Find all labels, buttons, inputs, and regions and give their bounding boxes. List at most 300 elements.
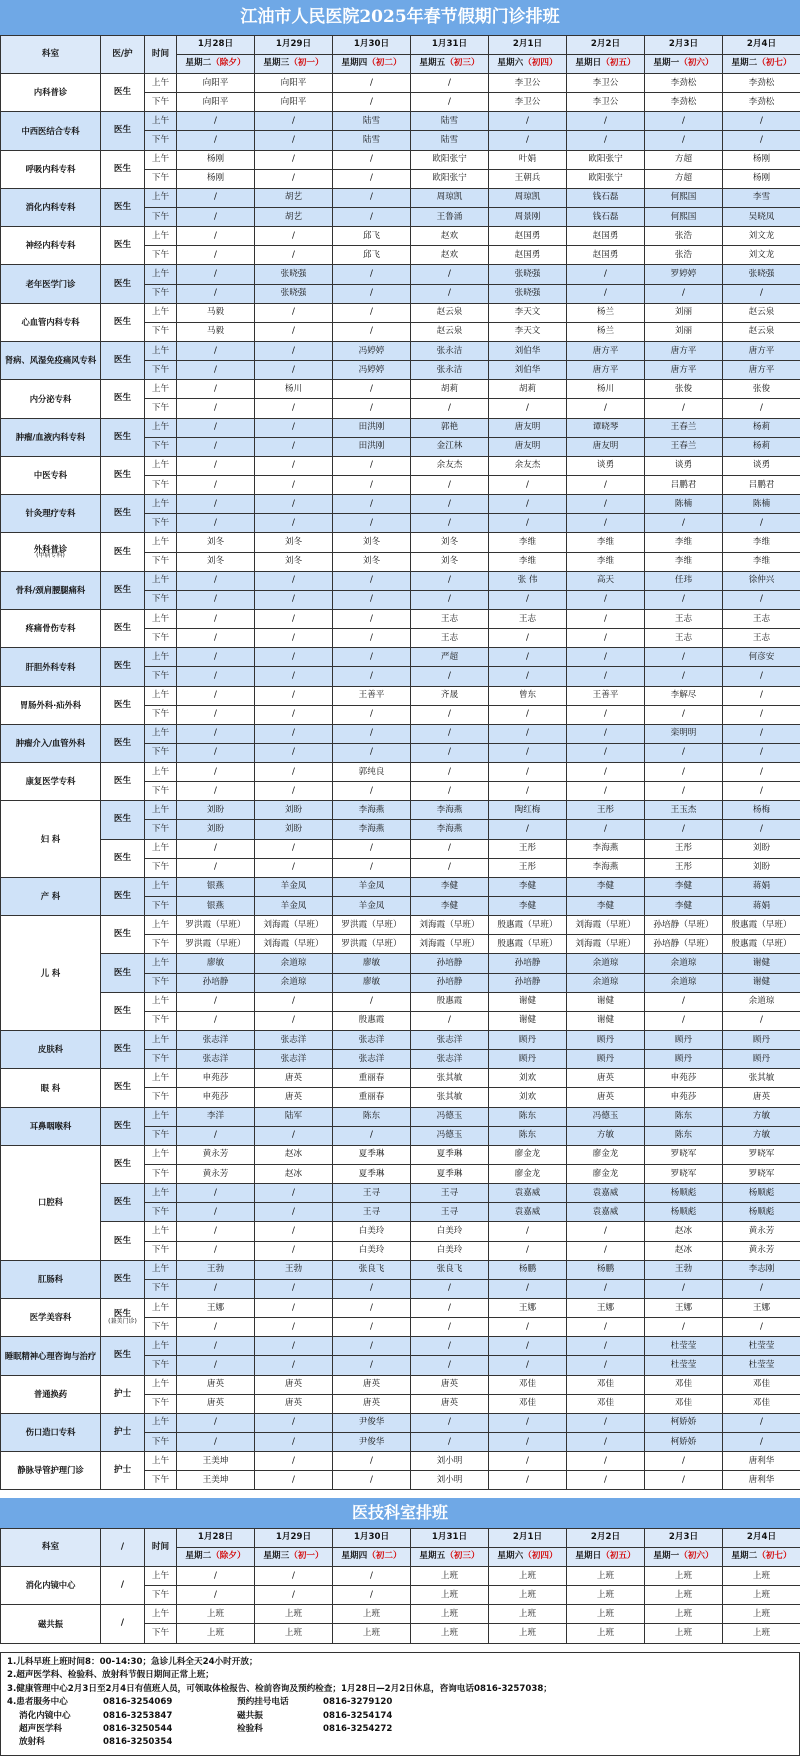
schedule-cell: 何彦安: [723, 648, 800, 667]
department-label: 医学美容科: [29, 1312, 72, 1323]
am-slot: 上午: [145, 303, 177, 322]
department-name: [1, 74, 101, 112]
schedule-cell: 重丽春: [333, 1088, 411, 1107]
department-name: [1, 686, 101, 724]
schedule-cell: 王志: [723, 609, 800, 628]
schedule-cell: 孙培静: [489, 954, 567, 973]
schedule-cell: /: [567, 399, 645, 418]
department-name: [1, 188, 101, 226]
tech-role: /: [101, 1605, 145, 1643]
department-name: [1, 495, 101, 533]
schedule-cell: 金江林: [411, 437, 489, 456]
weekday-label: 星期二: [731, 1551, 758, 1562]
schedule-cell: 刘文龙: [723, 246, 800, 265]
department-label: 妇 科: [40, 833, 61, 844]
staff-role: [101, 418, 145, 456]
schedule-cell: 李健: [411, 877, 489, 896]
schedule-cell: 夏季琳: [411, 1145, 489, 1164]
schedule-cell: /: [177, 284, 255, 303]
schedule-cell: 陈东: [645, 1107, 723, 1126]
pm-slot: 下午: [145, 1203, 177, 1222]
schedule-cell: 齐晟: [411, 686, 489, 705]
schedule-cell: /: [567, 1413, 645, 1432]
schedule-cell: 王勃: [255, 1260, 333, 1279]
schedule-cell: 袁嘉威: [489, 1203, 567, 1222]
staff-role: [101, 1452, 145, 1490]
weekday-label: 星期六: [497, 1551, 524, 1562]
schedule-cell: /: [177, 1413, 255, 1432]
header-date: 2月2日: [567, 1529, 645, 1548]
schedule-row: [1, 1222, 800, 1241]
schedule-cell: 申苑莎: [177, 1069, 255, 1088]
schedule-cell: /: [489, 131, 567, 150]
schedule-cell: 张其敏: [411, 1088, 489, 1107]
holiday-label: （初三）: [445, 58, 480, 69]
schedule-cell: /: [567, 705, 645, 724]
schedule-cell: /: [489, 1471, 567, 1490]
header-date: 2月1日: [489, 1529, 567, 1548]
schedule-cell: 唐方平: [723, 341, 800, 360]
note-text: 4.患者服务中心: [7, 1697, 68, 1708]
department-name: [1, 1145, 101, 1260]
schedule-cell: /: [255, 590, 333, 609]
pm-slot: 下午: [145, 399, 177, 418]
schedule-cell: /: [489, 782, 567, 801]
pm-slot: 下午: [145, 475, 177, 494]
schedule-cell: /: [567, 1279, 645, 1298]
header-weekday: [645, 55, 723, 74]
schedule-cell: 赵云泉: [411, 322, 489, 341]
schedule-cell: /: [177, 1432, 255, 1451]
schedule-cell: 马毅: [177, 303, 255, 322]
pm-slot: 下午: [145, 667, 177, 686]
department-name: [1, 418, 101, 456]
schedule-cell: 殷惠霞（早班）: [489, 935, 567, 954]
schedule-cell: 刘盼: [177, 820, 255, 839]
am-slot: 上午: [145, 877, 177, 896]
schedule-cell: /: [255, 724, 333, 743]
schedule-cell: /: [489, 820, 567, 839]
schedule-cell: /: [489, 514, 567, 533]
staff-role: [101, 1222, 145, 1260]
schedule-cell: /: [177, 1318, 255, 1337]
schedule-cell: /: [255, 1471, 333, 1490]
pm-slot: 下午: [145, 1088, 177, 1107]
schedule-cell: 何熙国: [645, 207, 723, 226]
schedule-cell: /: [645, 1452, 723, 1471]
schedule-row: [1, 954, 800, 973]
schedule-cell: 李卫公: [567, 74, 645, 93]
department-name: [1, 724, 101, 762]
schedule-cell: /: [489, 763, 567, 782]
schedule-cell: 李维: [645, 533, 723, 552]
schedule-cell: 周景刚: [489, 207, 567, 226]
department-name: [1, 1031, 101, 1069]
schedule-cell: 赵冰: [645, 1222, 723, 1241]
schedule-cell: /: [489, 1413, 567, 1432]
schedule-cell: /: [489, 1452, 567, 1471]
schedule-cell: 向阳平: [255, 74, 333, 93]
schedule-cell: 余道琼: [645, 954, 723, 973]
department-name: [1, 1413, 101, 1451]
schedule-cell: /: [177, 380, 255, 399]
schedule-cell: 唐英: [567, 1069, 645, 1088]
department-label: 眼 科: [40, 1082, 61, 1093]
schedule-cell: 王娜: [645, 1299, 723, 1318]
schedule-cell: 杨刚: [177, 150, 255, 169]
tech-row: [1, 1605, 800, 1624]
department-name: [1, 303, 101, 341]
staff-role: [101, 686, 145, 724]
schedule-cell: /: [489, 112, 567, 131]
schedule-cell: 刘海霞（早班）: [567, 916, 645, 935]
schedule-cell: /: [411, 284, 489, 303]
schedule-cell: 孙培静（早班）: [645, 935, 723, 954]
schedule-cell: /: [567, 609, 645, 628]
schedule-cell: /: [411, 667, 489, 686]
schedule-cell: 钱石磊: [567, 207, 645, 226]
pm-slot: 下午: [145, 1471, 177, 1490]
schedule-cell: 王娜: [723, 1299, 800, 1318]
schedule-cell: /: [411, 743, 489, 762]
schedule-cell: 申苑莎: [645, 1088, 723, 1107]
staff-role: [101, 763, 145, 801]
schedule-cell: 唐英: [255, 1375, 333, 1394]
schedule-cell: 李健: [411, 897, 489, 916]
schedule-cell: 李劲松: [645, 93, 723, 112]
tech-cell: /: [177, 1567, 255, 1586]
pm-slot: 下午: [145, 820, 177, 839]
schedule-cell: 李海燕: [333, 801, 411, 820]
schedule-cell: 李卫公: [489, 93, 567, 112]
schedule-cell: /: [411, 590, 489, 609]
schedule-cell: 李雪: [723, 188, 800, 207]
schedule-cell: 罗晓军: [723, 1145, 800, 1164]
schedule-cell: /: [567, 475, 645, 494]
am-slot: 上午: [145, 1260, 177, 1279]
schedule-row: [1, 112, 800, 131]
schedule-cell: 唐英: [333, 1375, 411, 1394]
schedule-row: [1, 1069, 800, 1088]
schedule-cell: /: [567, 284, 645, 303]
department-name: [1, 150, 101, 188]
schedule-cell: /: [333, 724, 411, 743]
schedule-cell: 杨顺彪: [645, 1184, 723, 1203]
schedule-cell: /: [723, 705, 800, 724]
tech-cell: 上班: [411, 1567, 489, 1586]
department-name: [1, 265, 101, 303]
schedule-cell: 黄永芳: [177, 1145, 255, 1164]
schedule-cell: 何熙国: [645, 188, 723, 207]
tech-cell: 上班: [723, 1567, 800, 1586]
tech-cell: /: [177, 1586, 255, 1605]
schedule-row: [1, 877, 800, 896]
department-label: 疼痛骨伤专科: [25, 623, 76, 634]
header-weekday: [567, 55, 645, 74]
schedule-cell: /: [255, 495, 333, 514]
schedule-cell: 唐方平: [645, 341, 723, 360]
schedule-cell: /: [567, 743, 645, 762]
pm-slot: 下午: [145, 361, 177, 380]
department-label: 胃肠外科·疝外科: [19, 699, 82, 710]
schedule-cell: 王志: [645, 629, 723, 648]
schedule-cell: 唐友明: [489, 437, 567, 456]
schedule-cell: 余道琼: [645, 973, 723, 992]
schedule-cell: 唐方平: [567, 341, 645, 360]
pm-slot: 下午: [145, 1165, 177, 1184]
schedule-cell: 唐英: [177, 1394, 255, 1413]
role-label: 医生: [113, 967, 132, 978]
schedule-cell: /: [411, 1011, 489, 1030]
schedule-cell: /: [723, 1318, 800, 1337]
staff-role: [101, 839, 145, 877]
schedule-cell: 田洪刚: [333, 418, 411, 437]
schedule-cell: 杨刚: [177, 169, 255, 188]
pm-slot: 下午: [145, 1126, 177, 1145]
phone-number: 0816-3253847: [103, 1710, 173, 1721]
schedule-cell: /: [255, 839, 333, 858]
role-label: 医生: [113, 393, 132, 404]
schedule-cell: /: [255, 341, 333, 360]
header-date: 1月29日: [255, 1529, 333, 1548]
schedule-cell: /: [255, 686, 333, 705]
schedule-cell: /: [567, 590, 645, 609]
am-slot: 上午: [145, 648, 177, 667]
weekday-label: 星期三: [263, 1551, 290, 1562]
header-date: 1月29日: [255, 36, 333, 55]
schedule-cell: 廖金龙: [489, 1165, 567, 1184]
schedule-cell: 张永洁: [411, 341, 489, 360]
schedule-cell: 赵国勇: [489, 227, 567, 246]
schedule-cell: 廖金龙: [567, 1165, 645, 1184]
schedule-cell: /: [177, 743, 255, 762]
schedule-row: [1, 571, 800, 590]
schedule-cell: /: [177, 399, 255, 418]
schedule-cell: 方敏: [723, 1107, 800, 1126]
schedule-cell: 赵国勇: [567, 227, 645, 246]
schedule-cell: /: [255, 227, 333, 246]
am-slot: 上午: [145, 74, 177, 93]
schedule-cell: 李维: [567, 552, 645, 571]
schedule-cell: 余道琼: [255, 954, 333, 973]
schedule-cell: 罗洪霞（早班）: [177, 916, 255, 935]
header-weekday: [255, 1548, 333, 1567]
pm-slot: 下午: [145, 858, 177, 877]
tech-row: [1, 1567, 800, 1586]
tech-cell: 上班: [567, 1586, 645, 1605]
schedule-cell: 赵云泉: [411, 303, 489, 322]
schedule-cell: /: [333, 150, 411, 169]
tech-schedule-table: [0, 1528, 800, 1644]
am-slot: 上午: [145, 1413, 177, 1432]
schedule-cell: 申苑莎: [177, 1088, 255, 1107]
schedule-row: [1, 992, 800, 1011]
tech-cell: 上班: [645, 1605, 723, 1624]
department-label: 伤口造口专科: [25, 1427, 76, 1438]
schedule-cell: 欧阳张宁: [411, 169, 489, 188]
schedule-cell: /: [333, 1356, 411, 1375]
tech-cell: 上班: [333, 1605, 411, 1624]
pm-slot: 下午: [145, 169, 177, 188]
schedule-cell: 余友杰: [411, 456, 489, 475]
schedule-cell: 杨刚: [723, 150, 800, 169]
schedule-cell: 白美玲: [333, 1241, 411, 1260]
am-slot: 上午: [145, 418, 177, 437]
am-slot: 上午: [145, 341, 177, 360]
schedule-cell: 刘冬: [333, 533, 411, 552]
schedule-cell: 邓佳: [723, 1375, 800, 1394]
schedule-cell: 胡艺: [255, 188, 333, 207]
tech-cell: 上班: [723, 1586, 800, 1605]
staff-role: [101, 1184, 145, 1222]
schedule-cell: /: [255, 763, 333, 782]
pm-slot: 下午: [145, 1586, 177, 1605]
schedule-row: [1, 1031, 800, 1050]
tech-cell: /: [255, 1586, 333, 1605]
schedule-cell: 余友杰: [489, 456, 567, 475]
schedule-cell: /: [255, 169, 333, 188]
schedule-cell: 郭艳: [411, 418, 489, 437]
schedule-cell: 谭晓琴: [567, 418, 645, 437]
schedule-cell: 刘海霞（早班）: [567, 935, 645, 954]
pm-slot: 下午: [145, 935, 177, 954]
schedule-cell: /: [723, 820, 800, 839]
schedule-cell: /: [255, 743, 333, 762]
holiday-schedule-table: [0, 35, 800, 1490]
schedule-cell: /: [333, 265, 411, 284]
pm-slot: 下午: [145, 782, 177, 801]
tech-cell: 上班: [645, 1624, 723, 1643]
schedule-cell: 孙培静（早班）: [645, 916, 723, 935]
schedule-cell: /: [255, 246, 333, 265]
schedule-cell: 谈勇: [567, 456, 645, 475]
tech-cell: 上班: [489, 1605, 567, 1624]
department-name: [1, 1260, 101, 1298]
tech-cell: 上班: [255, 1605, 333, 1624]
schedule-cell: /: [255, 1241, 333, 1260]
schedule-cell: 杨兰: [567, 322, 645, 341]
schedule-cell: /: [567, 648, 645, 667]
am-slot: 上午: [145, 992, 177, 1011]
holiday-label: （初二）: [367, 1551, 402, 1562]
header-date: 2月4日: [723, 36, 800, 55]
pm-slot: 下午: [145, 1050, 177, 1069]
weekday-label: 星期日: [575, 1551, 602, 1562]
schedule-cell: 张永洁: [411, 361, 489, 380]
schedule-cell: 张志洋: [255, 1031, 333, 1050]
schedule-cell: /: [177, 1241, 255, 1260]
staff-role: [101, 1031, 145, 1069]
schedule-cell: 邓佳: [489, 1375, 567, 1394]
schedule-cell: 王玉杰: [645, 801, 723, 820]
schedule-cell: /: [255, 303, 333, 322]
schedule-cell: 王勃: [645, 1260, 723, 1279]
tech-dept-name: 消化内镜中心: [1, 1567, 101, 1605]
schedule-row: [1, 1260, 800, 1279]
schedule-cell: 唐英: [177, 1375, 255, 1394]
staff-role: [101, 265, 145, 303]
schedule-cell: /: [567, 1337, 645, 1356]
schedule-cell: 杨川: [567, 380, 645, 399]
schedule-cell: 王彤: [489, 839, 567, 858]
weekday-label: 星期四: [341, 1551, 368, 1562]
header-weekday: [489, 55, 567, 74]
am-slot: 上午: [145, 495, 177, 514]
schedule-cell: 胡艺: [255, 207, 333, 226]
department-label: 心血管内科专科: [21, 316, 80, 327]
note-line: 2.超声医学科、检验科、放射科节假日期间正常上班；: [7, 1670, 214, 1681]
schedule-cell: 顾丹: [567, 1050, 645, 1069]
schedule-cell: /: [255, 782, 333, 801]
schedule-cell: /: [411, 571, 489, 590]
schedule-cell: /: [645, 1318, 723, 1337]
staff-role: [101, 341, 145, 379]
schedule-cell: 黄永芳: [723, 1222, 800, 1241]
header-weekday: [723, 55, 800, 74]
role-label: 医生: [113, 508, 132, 519]
schedule-cell: /: [177, 418, 255, 437]
schedule-cell: 袁嘉威: [567, 1203, 645, 1222]
pm-slot: 下午: [145, 1432, 177, 1451]
schedule-cell: 杨兰: [567, 303, 645, 322]
schedule-cell: 陈东: [333, 1107, 411, 1126]
holiday-label: （初六）: [679, 58, 714, 69]
schedule-cell: /: [411, 93, 489, 112]
schedule-cell: 周琼凯: [489, 188, 567, 207]
schedule-cell: /: [567, 514, 645, 533]
schedule-cell: 刘小明: [411, 1452, 489, 1471]
staff-role: [101, 648, 145, 686]
schedule-cell: /: [177, 475, 255, 494]
schedule-cell: /: [645, 1279, 723, 1298]
schedule-cell: /: [177, 724, 255, 743]
weekday-label: 星期三: [263, 58, 290, 69]
am-slot: 上午: [145, 1031, 177, 1050]
role-label: 医生: [113, 201, 132, 212]
am-slot: 上午: [145, 188, 177, 207]
schedule-cell: 王善平: [567, 686, 645, 705]
schedule-cell: /: [411, 495, 489, 514]
schedule-cell: /: [177, 571, 255, 590]
schedule-cell: 张 伟: [489, 571, 567, 590]
schedule-row: [1, 303, 800, 322]
schedule-cell: 唐英: [411, 1375, 489, 1394]
schedule-cell: 张志洋: [411, 1031, 489, 1050]
schedule-cell: 李维: [645, 552, 723, 571]
schedule-cell: /: [177, 1222, 255, 1241]
tech-cell: 上班: [411, 1586, 489, 1605]
schedule-cell: 廖敏: [333, 973, 411, 992]
schedule-cell: 孙培静: [177, 973, 255, 992]
schedule-cell: /: [177, 648, 255, 667]
schedule-cell: 廖金龙: [489, 1145, 567, 1164]
schedule-cell: 欧阳张宁: [567, 169, 645, 188]
schedule-cell: 李洋: [177, 1107, 255, 1126]
schedule-cell: 谢健: [723, 973, 800, 992]
tech-cell: /: [333, 1567, 411, 1586]
role-label: 医生: [113, 584, 132, 595]
schedule-cell: /: [177, 1279, 255, 1298]
schedule-cell: 夏季琳: [333, 1165, 411, 1184]
role-label: 医生: [113, 891, 132, 902]
schedule-cell: 唐英: [255, 1394, 333, 1413]
phone-label: 预约挂号电话: [237, 1697, 289, 1708]
am-slot: 上午: [145, 265, 177, 284]
schedule-cell: /: [255, 322, 333, 341]
staff-role: [101, 188, 145, 226]
am-slot: 上午: [145, 686, 177, 705]
weekday-label: 星期一: [653, 1551, 680, 1562]
